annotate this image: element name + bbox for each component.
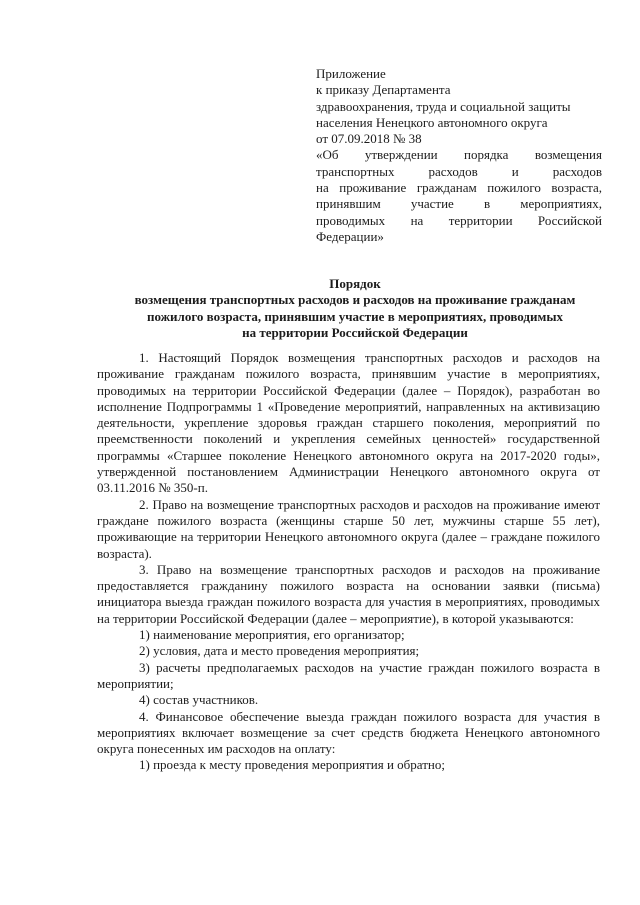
list-item: 4) состав участников. bbox=[139, 692, 259, 708]
document-title bbox=[100, 276, 610, 341]
paragraph-2: 2. Право на возмещение транспортных расходов и расходов на проживание имеют граждане пожилого возраста (женщины старше 50 лет, мужчины старше 55 лет), проживающие на территории Ненецкого автономного округа (далее – граждане пожилого возраста). bbox=[97, 496, 600, 561]
title-line: на территории Российской Федерации bbox=[242, 324, 468, 340]
title-line: пожилого возраста, принявшим участие в мероприятиях, проводимых bbox=[146, 308, 564, 324]
appendix-line: к приказу Департамента bbox=[316, 82, 451, 98]
appendix-subject-line: транспортных расходов и расходов bbox=[316, 163, 602, 179]
list-item: 3) расчеты предполагаемых расходов на участие граждан пожилого возраста в мероприятии; bbox=[97, 659, 600, 691]
appendix-line: здравоохранения, труда и социальной защиты bbox=[316, 98, 571, 114]
appendix-subject-line: проводимых на территории Российской bbox=[316, 212, 602, 228]
document-body bbox=[97, 350, 600, 774]
paragraph-4: 4. Финансовое обеспечение выезда граждан пожилого возраста для участия в мероприятиях включает возмещение за счет средств бюджета Ненецкого автономного округа понесенных им расходов на оплату: bbox=[97, 708, 600, 757]
list-item: 1) проезда к месту проведения мероприятия и обратно; bbox=[139, 757, 445, 773]
appendix-subject-line: Федерации» bbox=[316, 228, 384, 244]
appendix-order-date: от 07.09.2018 № 38 bbox=[316, 131, 422, 147]
appendix-line: Приложение bbox=[316, 66, 386, 81]
appendix-subject-line: на проживание гражданам пожилого возраста, bbox=[316, 180, 602, 196]
appendix-header bbox=[316, 66, 602, 245]
title-heading: Порядок bbox=[329, 276, 381, 291]
paragraph-3: 3. Право на возмещение транспортных расходов и расходов на проживание предоставляется гражданину пожилого возраста на основании заявки (письма) инициатора выезда граждан пожилого возраста для участия в мероприятиях, проводимых на территории Российской Федерации (далее – мероприятие), в которой указываются: bbox=[97, 561, 600, 626]
list-item: 1) наименование мероприятия, его организатор; bbox=[139, 627, 405, 643]
paragraph-1: 1. Настоящий Порядок возмещения транспортных расходов и расходов на проживание гражданам пожилого возраста, принявшим участие в мероприятиях, проводимых на территории Российской Федерации (далее – Порядок), разработан во исполнение Подпрограммы 1 «Проведение мероприятий, направленных на активизацию деятельности, укрепление здоровья граждан старшего поколения, мероприятий по преемственности поколений и укрепления семейных ценностей» государственной программы «Старшее поколение Ненецкого автономного округа на 2017-2020 годы», утвержденной постановлением Администрации Ненецкого автономного округа от 03.11.2016 № 350-п. bbox=[97, 350, 600, 496]
appendix-subject-line: принявшим участие в мероприятиях, bbox=[316, 196, 602, 212]
title-line: возмещения транспортных расходов и расходов на проживание гражданам bbox=[134, 292, 576, 308]
appendix-line: населения Ненецкого автономного округа bbox=[316, 114, 548, 130]
appendix-subject-line: «Об утверждении порядка возмещения bbox=[316, 147, 602, 163]
list-item: 2) условия, дата и место проведения мероприятия; bbox=[139, 643, 420, 659]
